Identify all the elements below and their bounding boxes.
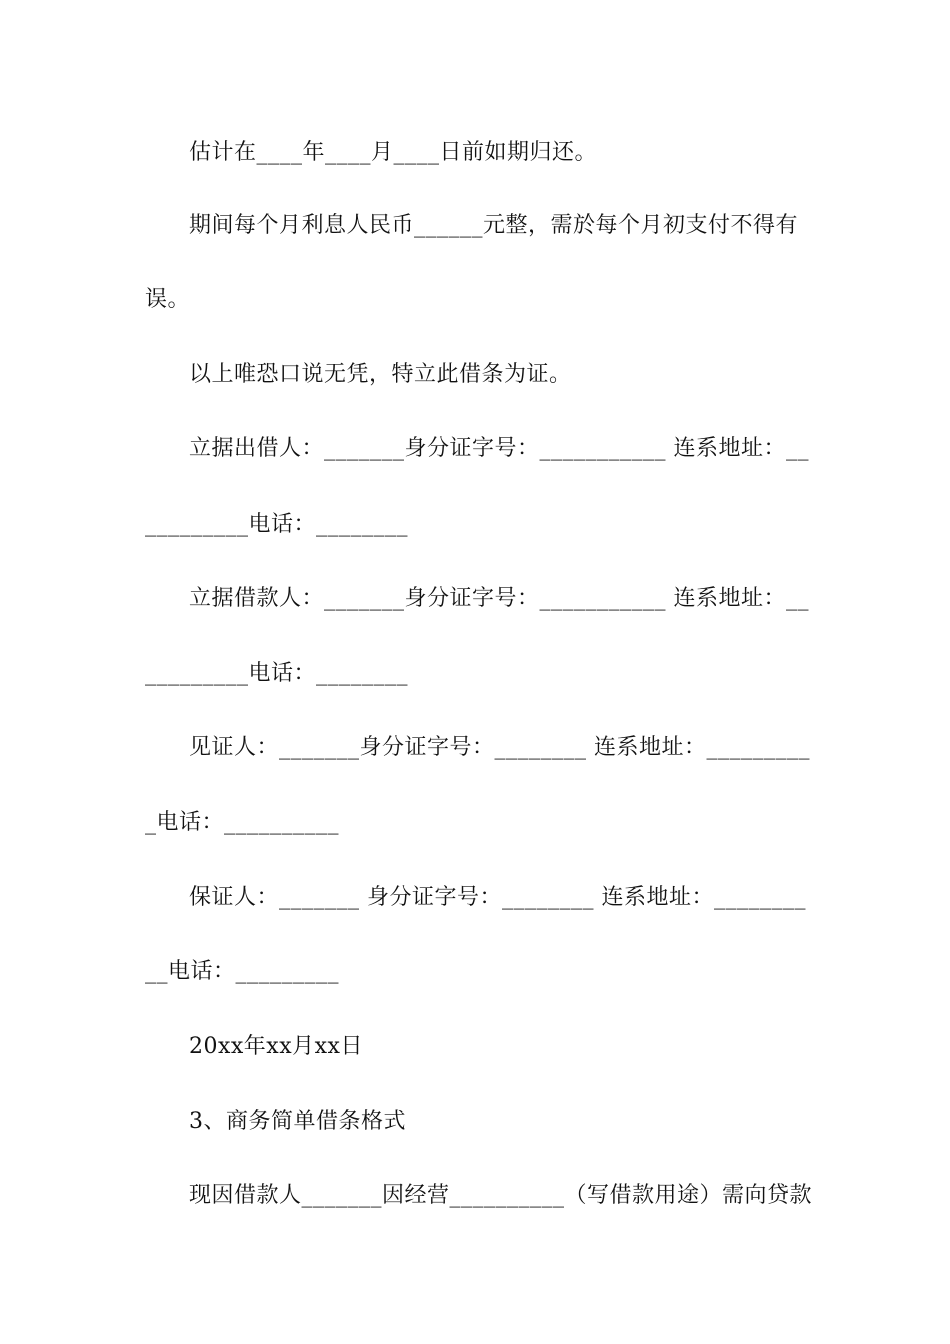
text-line-4: 以上唯恐口说无凭，特立此借条为证。	[189, 362, 572, 387]
witness-phone-line: _电话：__________	[145, 810, 340, 835]
lender-line: 立据出借人：_______身分证字号：___________ 连系地址：__	[189, 436, 809, 461]
guarantor-line: 保证人：_______ 身分证字号：________ 连系地址：________	[189, 885, 806, 910]
guarantor-phone-line: __电话：_________	[145, 959, 340, 984]
date-line: 20xx年xx月xx日	[189, 1034, 363, 1059]
borrower-line: 立据借款人：_______身分证字号：___________ 连系地址：__	[189, 586, 809, 611]
witness-line: 见证人：_______身分证字号：________ 连系地址：_________	[189, 735, 810, 760]
borrower-phone-line: _________电话：________	[145, 661, 409, 686]
text-line-2: 期间每个月利息人民币______元整，需於每个月初支付不得有	[189, 213, 799, 238]
text-line-3: 误。	[145, 287, 191, 312]
text-line-1: 估计在____年____月____日前如期归还。	[189, 140, 598, 165]
section-heading: 3、商务简单借条格式	[189, 1109, 406, 1134]
lender-phone-line: _________电话：________	[145, 512, 409, 537]
text-line-15: 现因借款人_______因经营__________（写借款用途）需向贷款	[189, 1183, 813, 1208]
